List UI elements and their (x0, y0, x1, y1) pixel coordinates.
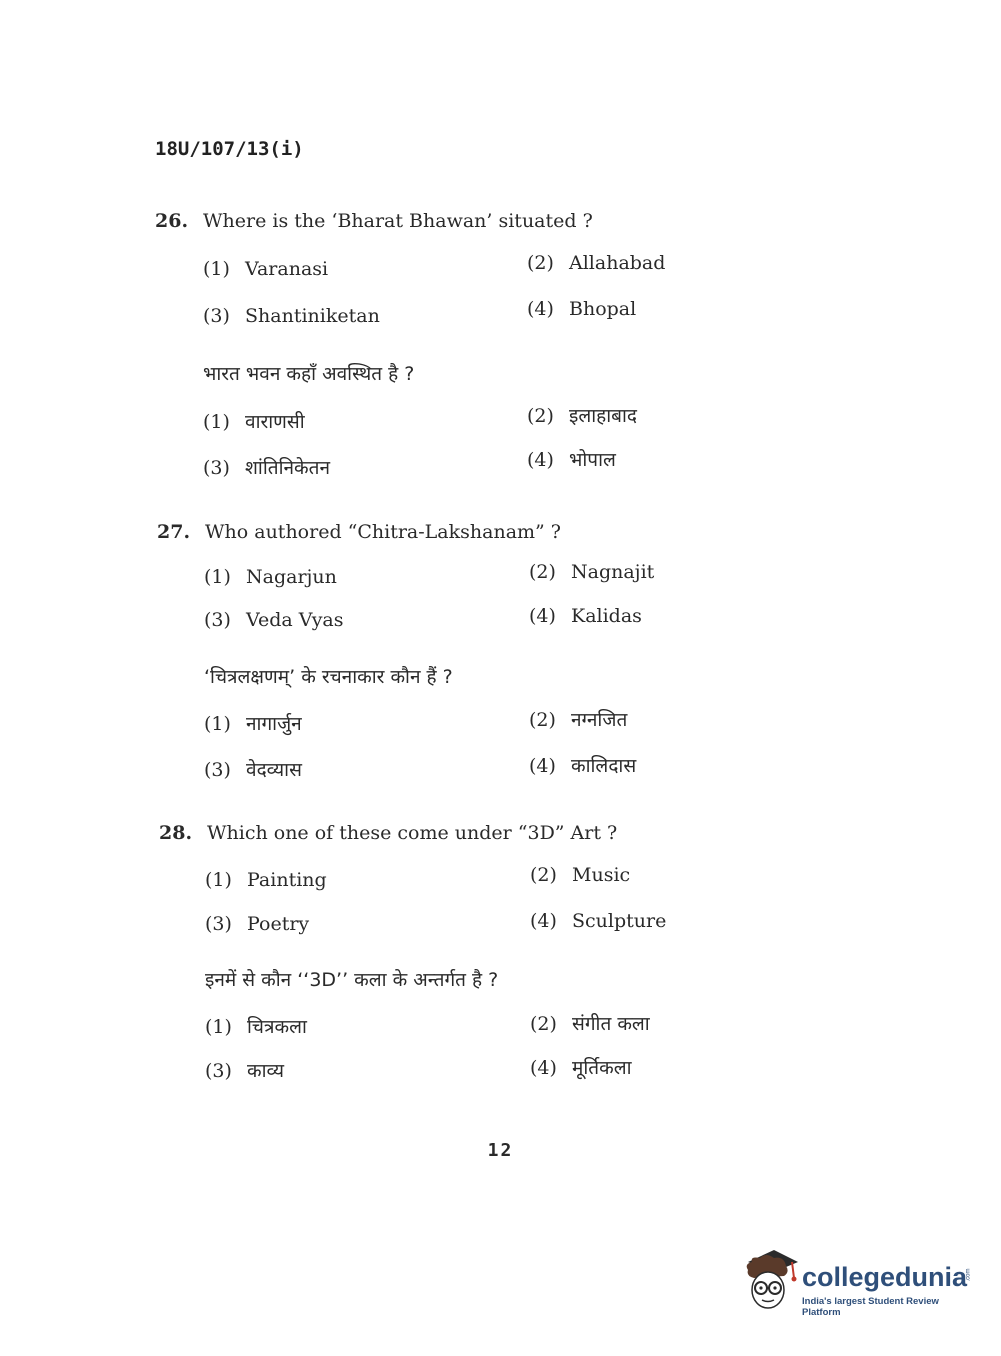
option-3-hi (203, 454, 330, 480)
option-1 (203, 258, 328, 280)
option-text: Varanasi (245, 258, 329, 280)
question-text: Where is the ‘Bharat Bhawan’ situated ? (203, 210, 593, 232)
option-text: चित्रकला (247, 1016, 307, 1038)
question-en (159, 822, 719, 852)
question-text: Who authored “Chitra-Lakshanam” ? (205, 521, 561, 543)
option-number: (3) (204, 759, 231, 781)
question-hi: ‘चित्रलक्षणम्’ के रचनाकार कौन हैं ? (204, 666, 453, 688)
option-text: संगीत कला (572, 1013, 650, 1035)
option-2 (527, 252, 665, 274)
question-hi: भारत भवन कहाँ अवस्थित है ? (203, 363, 415, 385)
question-text: Which one of these come under “3D” Art ? (207, 822, 618, 844)
option-3 (203, 305, 380, 327)
option-1-hi (204, 710, 302, 736)
option-text: Allahabad (569, 252, 666, 274)
logo-suffix: .com (965, 1268, 972, 1282)
option-text: Poetry (247, 913, 310, 935)
option-number: (2) (527, 405, 554, 427)
option-2-hi (530, 1010, 650, 1036)
option-4 (529, 605, 642, 627)
option-text: Nagnajit (571, 561, 655, 583)
option-number: (4) (530, 910, 557, 932)
option-text: मूर्तिकला (572, 1057, 632, 1079)
option-text: Painting (247, 869, 327, 891)
option-number: (1) (204, 566, 231, 588)
question-number: 26. (155, 210, 189, 232)
option-1 (205, 869, 327, 891)
option-text: नागार्जुन (246, 713, 302, 735)
option-number: (1) (204, 713, 231, 735)
option-3-hi (205, 1057, 284, 1083)
option-number: (2) (530, 864, 557, 886)
option-text: Sculpture (572, 910, 667, 932)
option-number: (2) (529, 709, 556, 731)
option-number: (1) (205, 869, 232, 891)
logo-tagline: India's largest Student Review Platform (802, 1296, 939, 1318)
page-number: 12 (487, 1140, 514, 1161)
option-number: (4) (527, 449, 554, 471)
option-text: नग्नजित (571, 709, 628, 731)
mascot-icon (740, 1248, 802, 1318)
option-1 (204, 566, 337, 588)
option-number: (3) (203, 457, 230, 479)
collegedunia-logo (740, 1248, 970, 1318)
option-4-hi (529, 752, 636, 778)
option-text: Music (572, 864, 631, 886)
option-1-hi (205, 1013, 307, 1039)
option-number: (1) (205, 1016, 232, 1038)
option-2 (529, 561, 654, 583)
question-number: 27. (157, 521, 191, 543)
option-number: (4) (529, 605, 556, 627)
option-text: Nagarjun (246, 566, 337, 588)
option-text: शांतिनिकेतन (245, 457, 331, 479)
option-3 (204, 609, 344, 631)
option-text: Veda Vyas (246, 609, 344, 631)
question-en (157, 521, 717, 551)
option-number: (4) (527, 298, 554, 320)
option-number: (3) (205, 913, 232, 935)
option-text: इलाहाबाद (569, 405, 638, 427)
question-hi: इनमें से कौन ‘‘3D’’ कला के अन्तर्गत है ? (205, 969, 499, 991)
option-number: (1) (203, 411, 230, 433)
option-number: (4) (529, 755, 556, 777)
option-2-hi (527, 402, 637, 428)
option-4-hi (527, 446, 616, 472)
option-number: (3) (204, 609, 231, 631)
paper-code: 18U/107/13(i) (155, 138, 304, 160)
option-4 (527, 298, 636, 320)
option-4-hi (530, 1054, 632, 1080)
option-1-hi (203, 408, 305, 434)
option-text: Kalidas (571, 605, 642, 627)
logo-wordmark: collegedunia (802, 1262, 968, 1292)
option-number: (1) (203, 258, 230, 280)
option-number: (2) (527, 252, 554, 274)
option-2-hi (529, 706, 627, 732)
option-2 (530, 864, 630, 886)
option-number: (2) (530, 1013, 557, 1035)
question-number: 28. (159, 822, 193, 844)
option-text: वाराणसी (245, 411, 305, 433)
option-text: Shantiniketan (245, 305, 380, 327)
option-number: (2) (529, 561, 556, 583)
option-4 (530, 910, 666, 932)
option-3-hi (204, 756, 302, 782)
question-en (155, 210, 715, 240)
option-text: Bhopal (569, 298, 637, 320)
option-text: कालिदास (571, 755, 637, 777)
option-text: भोपाल (569, 449, 616, 471)
option-text: काव्य (247, 1060, 285, 1082)
option-number: (3) (203, 305, 230, 327)
option-text: वेदव्यास (246, 759, 302, 781)
option-number: (3) (205, 1060, 232, 1082)
option-number: (4) (530, 1057, 557, 1079)
option-3 (205, 913, 309, 935)
